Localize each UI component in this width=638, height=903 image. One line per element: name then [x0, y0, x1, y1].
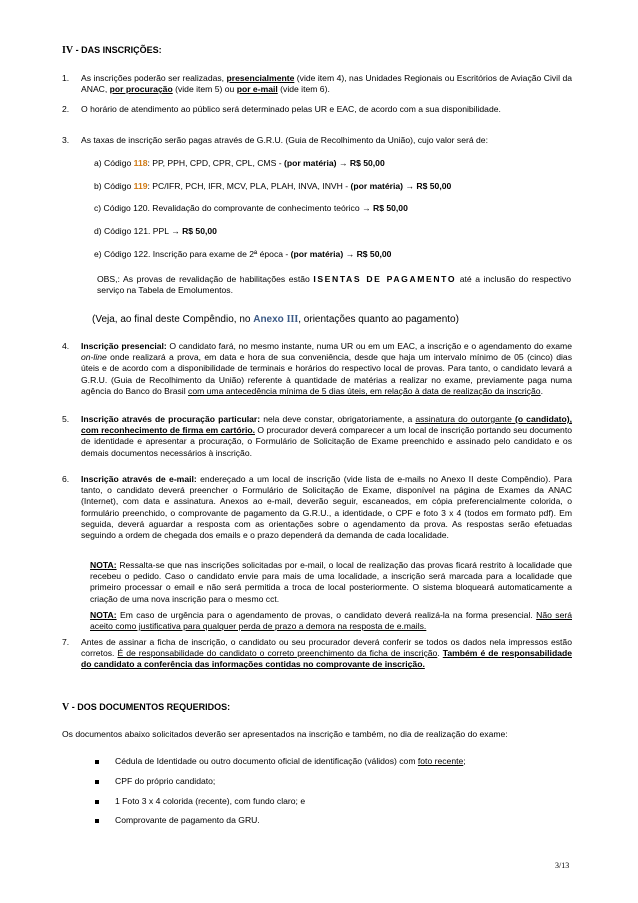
item-1-text [81, 73, 572, 95]
code-d-pre: d) Código 121. PPL [94, 226, 172, 236]
section-4-roman: IV [62, 45, 74, 56]
bullet-dot-icon [95, 760, 99, 764]
code-e-arrow-icon: → [343, 249, 357, 259]
bullet-identidade-text [115, 756, 466, 767]
code-a-price: R$ 50,00 [349, 158, 385, 168]
fee-code-120 [94, 203, 574, 214]
obs-part-c: até a inclusão do respectivo serviço na Tabela de Emolumentos. [97, 274, 571, 296]
item-3-number: 3. [62, 135, 70, 145]
code-a-number: 118 [133, 158, 148, 168]
item-5-part-a: nela deve constar, obrigatoriamente, a [260, 414, 416, 424]
anexo-roman: III [286, 314, 299, 325]
code-a-pre: a) Código [94, 158, 134, 168]
nota-1 [90, 560, 572, 605]
code-b-number: 119 [133, 181, 148, 191]
bullet-1-foto-recente: foto recente [417, 756, 464, 766]
code-e-pre: e) Código 122. Inscrição para exame de 2ª época - [94, 249, 291, 259]
section-4-title-text: - DAS INSCRIÇÕES: [73, 45, 162, 55]
item-7-text [81, 637, 572, 671]
item-7 [62, 637, 572, 671]
section-5-roman: V [62, 702, 70, 713]
item-6-text [81, 474, 572, 541]
item-4-text [81, 341, 572, 397]
item-1-part-g: (vide item 6). [277, 84, 330, 95]
bullet-foto-text: 1 Foto 3 x 4 colorida (recente), com fundo claro; e [115, 796, 306, 806]
item-4 [62, 341, 572, 397]
code-a-arrow-icon: → [336, 158, 350, 168]
code-e-per: (por matéria) [290, 249, 344, 259]
bullet-gru-text: Comprovante de pagamento da GRU. [115, 815, 260, 825]
item-1-part-e: (vide item 5) ou [172, 84, 237, 95]
item-2 [62, 104, 572, 115]
item-5-part-d: O procurador deverá comparecer a um local de inscrição portando seu documento de identidade e apresentar a procuração, o Formulário de Solicitação de Exame preenchido e assinado pelo candidato e os demais documentos necessários à inscrição. [81, 425, 572, 458]
code-a-per: (por matéria) [283, 158, 337, 168]
nota-1-text: Ressalta-se que nas inscrições solicitadas por e-mail, o local de realização das provas ficará restrito à localidade que recebeu o pedido. Caso o candidato envie para mais de uma localidade, a inscrição será marcada para a localidade que primeiro processar o email e não será permitida a troca de local posteriormente. O sistema bloqueará automaticamente a criação de uma nova inscrição para o mesmo cct. [90, 560, 572, 604]
item-6-label: Inscrição através de e-mail: [81, 474, 197, 484]
bullet-dot-icon [95, 819, 99, 823]
item-7-number: 7. [62, 637, 70, 647]
veja-part-b: , orientações quanto ao pagamento) [298, 314, 459, 325]
section-5-title [62, 701, 230, 714]
item-2-number: 2. [62, 104, 70, 114]
bullet-dot-icon [95, 800, 99, 804]
bullet-1-part-c: ; [463, 756, 466, 766]
item-1 [62, 73, 572, 95]
nota-2-part-a: Em caso de urgência para o agendamento de provas, o candidato deverá realizá-la na forma presencial. [116, 610, 537, 620]
bullet-dot-icon [95, 780, 99, 784]
item-7-part-a: Antes de assinar a ficha de inscrição, o candidato ou seu procurador deverá conferir se todos os dados nela impressos estão corretos. [81, 637, 572, 659]
page-number: 3/13 [555, 861, 570, 870]
item-3 [62, 135, 572, 146]
section-4-title [62, 44, 162, 57]
item-4-label: Inscrição presencial: [81, 341, 167, 351]
bullet-cpf-text: CPF do próprio candidato; [115, 776, 216, 786]
code-c-pre: c) Código 120. Revalidação do comprovante de conhecimento teórico [94, 203, 362, 213]
fee-code-121 [94, 226, 574, 237]
nota-2 [90, 610, 572, 632]
code-b-per: (por matéria) [350, 181, 404, 191]
code-b-desc: : PC/IFR, PCH, IFR, MCV, PLA, PLAH, INVA, INVH - [147, 181, 351, 191]
item-7-underlined: É de responsabilidade do candidato o correto preenchimento da ficha de inscrição [117, 648, 438, 659]
code-c-arrow-icon: → [362, 203, 373, 213]
obs-isentas: ISENTAS DE PAGAMENTO [313, 274, 457, 284]
fee-code-118 [94, 158, 574, 169]
item-4-part-d: . [540, 385, 543, 396]
item-1-email: por e-mail [236, 84, 278, 95]
item-6 [62, 474, 572, 541]
code-a-desc: : PP, PPH, CPD, CPR, CPL, CMS - [147, 158, 284, 168]
obs-part-a: OBS,: As provas de revalidação de habilitações estão [97, 274, 314, 284]
item-7-bold-underlined: Também é de responsabilidade do candidato a conferência das informações contidas no comprovante de inscrição. [81, 648, 572, 670]
item-5-text [81, 414, 572, 459]
anexo-label: Anexo [253, 314, 287, 325]
nota-2-underlined: Não será aceito como justificativa para qualquer perda de prazo a demora na resposta de e.mails. [90, 610, 573, 632]
code-b-arrow-icon: → [403, 181, 417, 191]
code-e-price: R$ 50,00 [356, 249, 392, 259]
item-5 [62, 414, 572, 459]
item-6-number: 6. [62, 474, 70, 484]
code-d-price: R$ 50,00 [182, 226, 217, 236]
item-1-presencialmente: presencialmente [226, 73, 295, 83]
item-4-part-a: O candidato fará, no mesmo instante, numa UR ou em um EAC, a inscrição e o agendamento do exame [166, 341, 572, 351]
item-1-procuracao: por procuração [109, 84, 173, 95]
item-5-number: 5. [62, 414, 70, 424]
nota-1-label: NOTA: [90, 560, 117, 570]
item-4-number: 4. [62, 341, 70, 351]
item-1-part-a: As inscrições poderão ser realizadas, [81, 73, 227, 83]
item-6-body: endereçado a um local de inscrição (vide lista de e-mails no Anexo II deste Compêndio). Para tanto, o candidato deverá preencher o Formulário de Solicitação de Exame, disponível na página de Exames da ANAC (Internet), com data e assinatura. Anexos ao e-mail, deverão seguir, escaneados, em cópia preferencialmente colorida, o formulário preenchido, o comprovante de pagamento da G.R.U., a identidade, o CPF e foto 3 x 4 (todos em formato pdf). Em seguida, deverá aguardar a resposta com as orientações sobre o agendamento da prova. As respostas serão efetuadas seguindo a ordem de chegada dos emails e o prazo dependerá da demanda de cada localidade. [81, 474, 572, 540]
obs-note [97, 274, 571, 296]
code-c-price: R$ 50,00 [372, 203, 408, 213]
section-5-intro: Os documentos abaixo solicitados deverão ser apresentados na inscrição e também, no dia de realização do exame: [62, 729, 508, 739]
code-d-arrow-icon: → [171, 226, 183, 236]
veja-note [92, 313, 459, 326]
item-4-part-b: onde realizará a prova, em data e hora de sua conveniência, desde que haja um intervalo mínimo de 05 (cinco) dias úteis e de acordo com a disponibilidade de terminais e horários do respectivo local de provas. Para tanto, o candidato levará a G.R.U. (Guia de Recolhimento da União) referente à quantidade de matérias a realizar no exame, previamente paga numa agência do Banco do Brasil [81, 352, 572, 396]
item-1-number: 1. [62, 73, 70, 83]
veja-part-a: (Veja, ao final deste Compêndio, no [92, 314, 254, 325]
item-3-text: As taxas de inscrição serão pagas através de G.R.U. (Guia de Recolhimento da União), cujo valor será de: [81, 135, 488, 145]
code-b-pre: b) Código [94, 181, 134, 191]
item-4-online: on-line [81, 352, 107, 363]
item-7-part-c: . [437, 648, 443, 659]
code-b-price: R$ 50,00 [416, 181, 452, 191]
item-4-underlined: com uma antecedência mínima de 5 dias úteis, em relação à data de realização da inscrição [188, 385, 541, 396]
fee-code-119 [94, 181, 574, 192]
item-1-part-c: (vide item 4), nas Unidades Regionais ou Escritórios de Aviação Civil da ANAC, [81, 73, 572, 95]
item-5-firma: (o candidato), com reconhecimento de firma em cartório. [81, 414, 573, 436]
item-2-text: O horário de atendimento ao público será determinado pelas UR e EAC, de acordo com a sua disponibilidade. [81, 104, 501, 114]
item-5-label: Inscrição através de procuração particular: [81, 414, 261, 424]
section-5-title-text: - DOS DOCUMENTOS REQUERIDOS: [69, 702, 231, 712]
anexo-link [253, 314, 298, 325]
fee-code-122 [94, 249, 574, 260]
item-5-assinatura: assinatura do outorgante [415, 414, 512, 424]
bullet-1-part-a: Cédula de Identidade ou outro documento oficial de identificação (válidos) com [115, 756, 418, 766]
nota-2-label: NOTA: [90, 610, 117, 620]
